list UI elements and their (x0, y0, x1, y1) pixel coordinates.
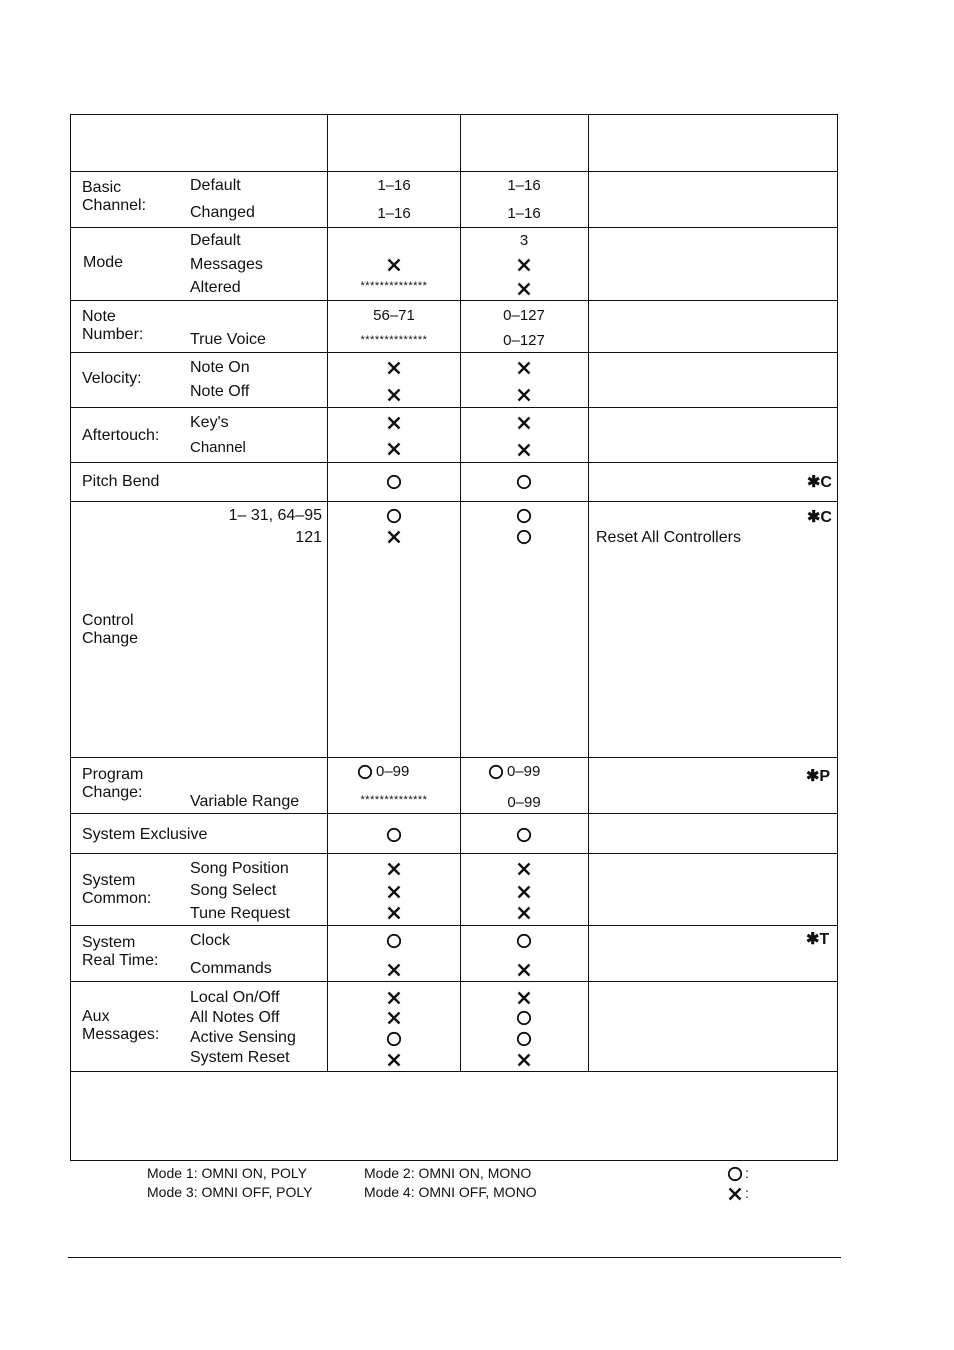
circle-icon (727, 1166, 743, 1182)
rx-mode-default: 3 (519, 232, 529, 249)
row-divider (70, 352, 838, 353)
cross-icon (727, 1186, 743, 1202)
row-divider (70, 300, 838, 301)
cross-icon (386, 1010, 402, 1026)
cross-icon (516, 387, 532, 403)
circle-icon (516, 474, 532, 490)
cross-icon (516, 281, 532, 297)
row-divider (70, 813, 838, 814)
row-divider (70, 757, 838, 758)
remark-system-real-time: ✱T (806, 931, 830, 948)
sub-label-variable-range: Variable Range (190, 793, 300, 810)
sub-label-mode-default: Default (190, 232, 241, 249)
sub-label-active-sensing: Active Sensing (190, 1029, 296, 1046)
legend-mode-2: Mode 2: OMNI ON, MONO (364, 1165, 532, 1181)
circle-icon (516, 1031, 532, 1047)
cross-icon (386, 1052, 402, 1068)
circle-icon (386, 933, 402, 949)
sub-label-channel: Channel (190, 439, 246, 456)
remark-pitch-bend: ✱C (807, 474, 832, 491)
sub-label-song-select: Song Select (190, 882, 277, 899)
sub-label-cc-121: 121 (295, 529, 322, 546)
legend-mode-1: Mode 1: OMNI ON, POLY (147, 1165, 308, 1181)
sub-label-tune-request: Tune Request (190, 905, 290, 922)
cross-icon (516, 257, 532, 273)
row-divider (70, 981, 838, 982)
circle-icon (386, 508, 402, 524)
circle-icon (516, 529, 532, 545)
cross-icon (386, 415, 402, 431)
cross-icon (516, 905, 532, 921)
row-divider (70, 925, 838, 926)
cross-icon (386, 884, 402, 900)
circle-icon (516, 827, 532, 843)
stars-placeholder: ************** (360, 280, 428, 292)
sub-label-note-on: Note On (190, 359, 250, 376)
cross-icon (386, 861, 402, 877)
circle-icon (386, 827, 402, 843)
legend-no-suffix: : (745, 1185, 749, 1201)
cross-icon (516, 360, 532, 376)
cross-icon (386, 257, 402, 273)
legend-yes-suffix: : (745, 1165, 749, 1181)
rx-prog-var: 0–99 (507, 794, 541, 811)
cross-icon (516, 884, 532, 900)
circle-icon (516, 933, 532, 949)
sub-label-messages: Messages (190, 256, 263, 273)
row-label-pitch-bend: Pitch Bend (82, 473, 160, 490)
cross-icon (386, 962, 402, 978)
midi-implementation-chart (70, 114, 838, 1161)
sub-label-local-onoff: Local On/Off (190, 989, 280, 1006)
sub-label-default: Default (190, 177, 241, 194)
remark-program-change: ✱P (806, 768, 831, 785)
column-divider (460, 114, 461, 1072)
row-label-note-number: Note Number: (82, 308, 144, 343)
cross-icon (386, 360, 402, 376)
row-divider (70, 1071, 838, 1072)
row-label-velocity: Velocity: (82, 370, 142, 387)
row-label-aux-messages: Aux Messages: (82, 1008, 160, 1043)
sub-label-commands: Commands (190, 960, 272, 977)
column-divider (588, 114, 589, 1072)
tx-basic-changed: 1–16 (377, 205, 411, 222)
row-label-control-change: Control Change (82, 612, 139, 647)
sub-label-keys: Key's (190, 414, 229, 431)
cross-icon (516, 962, 532, 978)
circle-icon (488, 764, 504, 780)
row-label-mode: Mode (83, 254, 124, 271)
cross-icon (516, 415, 532, 431)
cross-icon (516, 990, 532, 1006)
sub-label-cc-range: 1– 31, 64–95 (228, 507, 322, 524)
stars-placeholder: ************** (360, 794, 428, 806)
tx-note-range: 56–71 (373, 307, 415, 324)
legend-mode-3: Mode 3: OMNI OFF, POLY (147, 1184, 313, 1200)
rx-note-true: 0–127 (503, 332, 545, 349)
sub-label-system-reset: System Reset (190, 1049, 290, 1066)
cross-icon (516, 1052, 532, 1068)
sub-label-clock: Clock (190, 932, 231, 949)
cross-icon (386, 387, 402, 403)
cross-icon (386, 990, 402, 1006)
sub-label-altered: Altered (190, 279, 241, 296)
cross-icon (386, 441, 402, 457)
rx-basic-changed: 1–16 (507, 205, 541, 222)
row-label-basic-channel: Basic Channel: (82, 179, 147, 214)
remark-control-change: ✱C (807, 509, 832, 526)
circle-icon (357, 764, 373, 780)
cross-icon (386, 905, 402, 921)
row-divider (70, 407, 838, 408)
row-label-system-exclusive: System Exclusive (82, 826, 208, 843)
tx-basic-default: 1–16 (377, 177, 411, 194)
legend-mode-4: Mode 4: OMNI OFF, MONO (364, 1184, 537, 1200)
sub-label-true-voice: True Voice (190, 331, 266, 348)
sub-label-song-position: Song Position (190, 860, 289, 877)
rx-note-range: 0–127 (503, 307, 545, 324)
sub-label-all-notes-off: All Notes Off (190, 1009, 280, 1026)
circle-icon (386, 474, 402, 490)
sub-label-note-off: Note Off (190, 383, 250, 400)
footer-rule (68, 1257, 841, 1258)
rx-basic-default: 1–16 (507, 177, 541, 194)
stars-placeholder: ************** (360, 334, 428, 346)
cross-icon (516, 861, 532, 877)
circle-icon (386, 1031, 402, 1047)
rx-prog: 0–99 (507, 763, 541, 780)
row-divider (70, 171, 838, 172)
row-label-aftertouch: Aftertouch: (82, 427, 160, 444)
row-label-program-change: Program Change: (82, 766, 144, 801)
column-divider (327, 114, 328, 1072)
row-label-system-real-time: System Real Time: (82, 934, 159, 969)
cross-icon (516, 442, 532, 458)
remark-reset-all-controllers: Reset All Controllers (596, 529, 741, 546)
cross-icon (386, 529, 402, 545)
row-divider (70, 227, 838, 228)
row-divider (70, 462, 838, 463)
tx-prog: 0–99 (376, 763, 410, 780)
row-divider (70, 853, 838, 854)
row-label-system-common: System Common: (82, 872, 152, 907)
sub-label-changed: Changed (190, 204, 255, 221)
circle-icon (516, 1010, 532, 1026)
circle-icon (516, 508, 532, 524)
row-divider (70, 501, 838, 502)
